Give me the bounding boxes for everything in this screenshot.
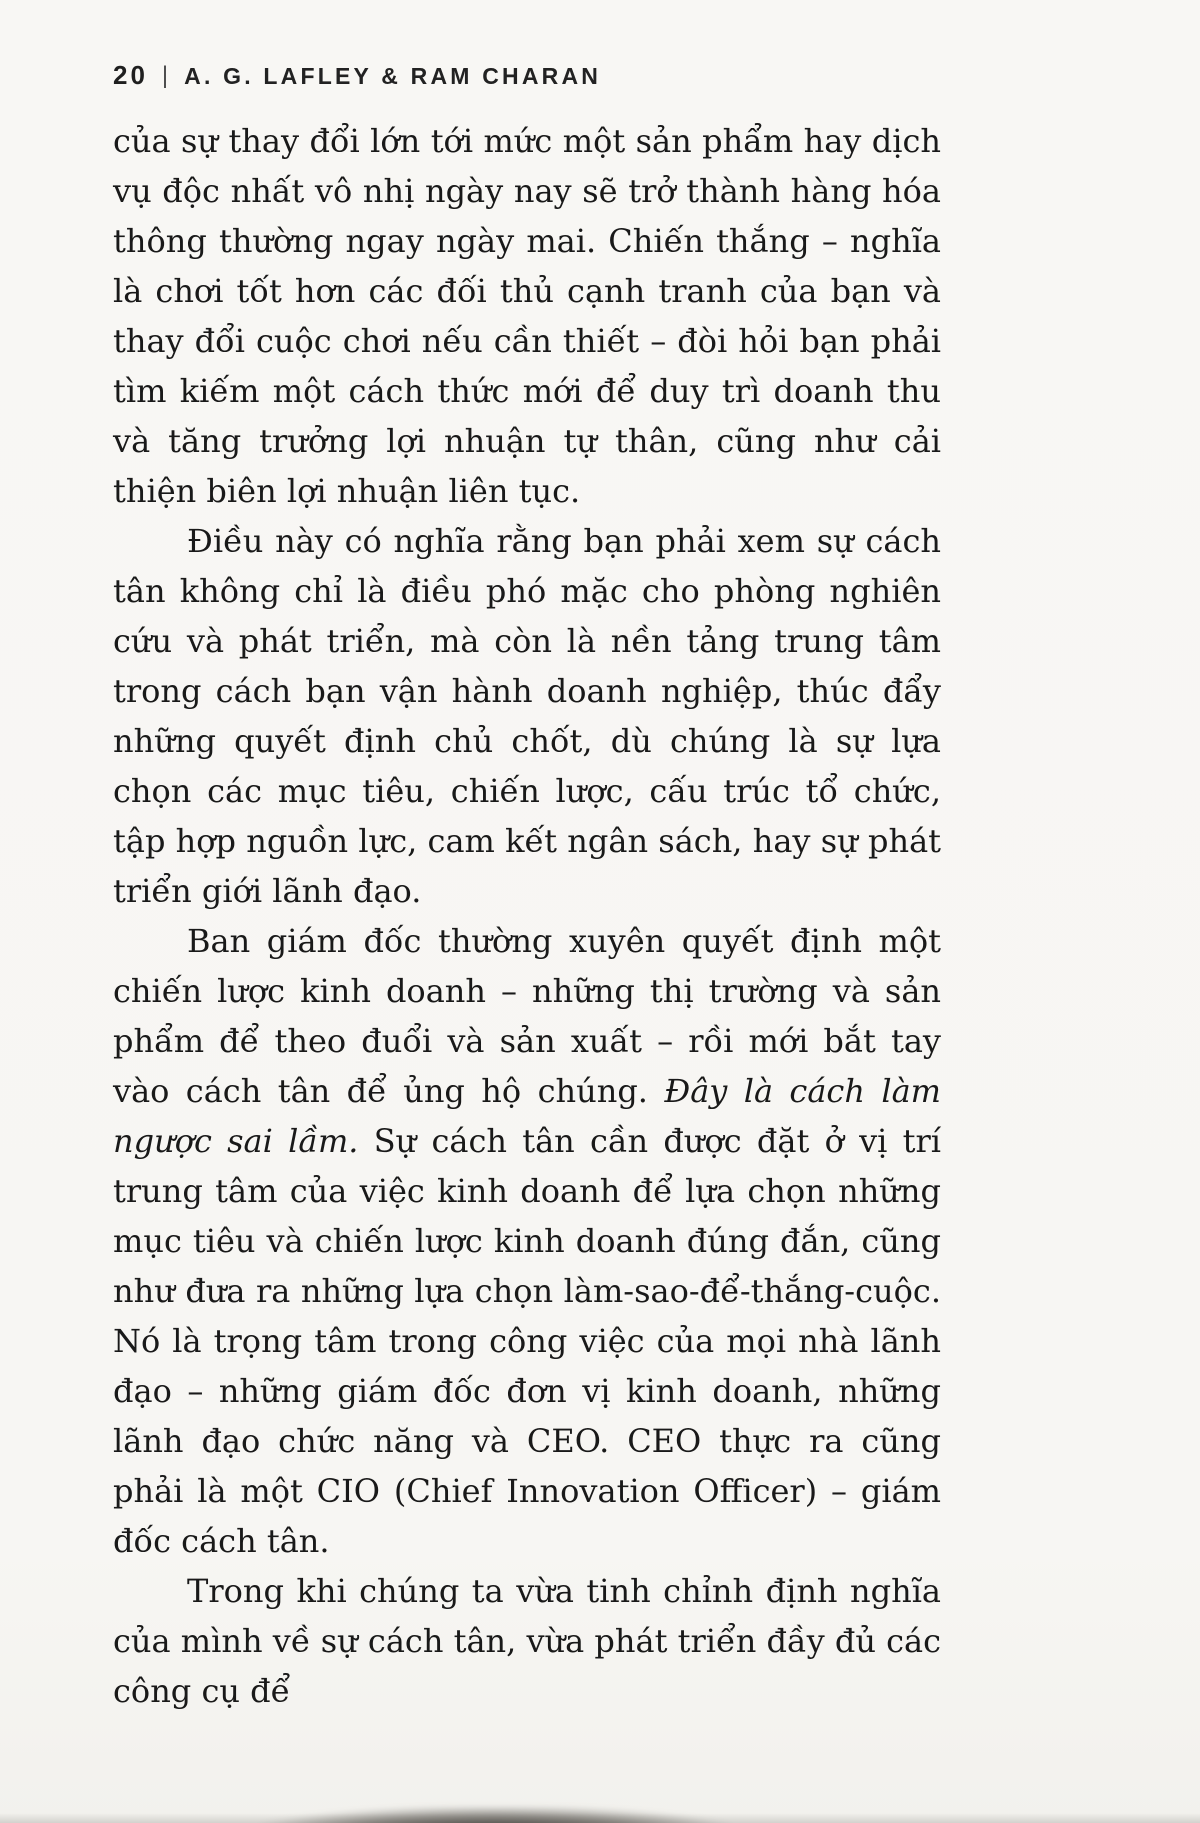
running-head-authors: A. G. LAFLEY & RAM CHARAN [184,63,602,89]
paragraph: của sự thay đổi lớn tới mức một sản phẩm hay dịch vụ độc nhất vô nhị ngày nay sẽ trở thành hàng hóa thông thường ngay ngày mai. Chiến thắng – nghĩa là chơi tốt hơn các đối thủ cạnh tranh của bạn và thay đổi cuộc chơi nếu cần thiết – đòi hỏi bạn phải tìm kiếm một cách thức mới để duy trì doanh thu và tăng trưởng lợi nhuận tự thân, cũng như cải thiện biên lợi nhuận liên tục. [113,122,941,510]
header-separator: | [161,62,169,89]
scan-smudge-artifact [260,1807,730,1823]
paragraph-text: Sự cách tân cần được đặt ở vị trí trung tâm của việc kinh doanh để lựa chọn những mục tiêu và chiến lược kinh doanh đúng đắn, cũng như đưa ra những lựa chọn làm-sao-để-thắng-cuộc. Nó là trọng tâm trong công việc của mọi nhà lãnh đạo – những giám đốc đơn vị kinh doanh, những lãnh đạo chức năng và CEO. CEO thực ra cũng phải là một CIO (Chief Innovation Officer) – giám đốc cách tân. [113,1122,942,1560]
paragraph [113,916,941,1566]
page-number: 20 [113,60,148,90]
paragraph: Điều này có nghĩa rằng bạn phải xem sự cách tân không chỉ là điều phó mặc cho phòng nghiên cứu và phát triển, mà còn là nền tảng trung tâm trong cách bạn vận hành doanh nghiệp, thúc đẩy những quyết định chủ chốt, dù chúng là sự lựa chọn các mục tiêu, chiến lược, cấu trúc tổ chức, tập hợp nguồn lực, cam kết ngân sách, hay sự phát triển giới lãnh đạo. [113,522,941,910]
running-head [113,60,601,91]
paragraph-text: Ban giám đốc thường xuyên quyết định một chiến lược kinh doanh – những thị trường và sản phẩm để theo đuổi và sản xuất – rồi mới bắt tay vào cách tân để ủng hộ chúng. [113,922,941,1110]
emphasized-text: Đây là cách làm ngược sai lầm. [113,1072,942,1160]
paragraph: Trong khi chúng ta vừa tinh chỉnh định nghĩa của mình về sự cách tân, vừa phát triển đầy đủ các công cụ để [113,1572,942,1710]
page-body [113,116,941,1716]
